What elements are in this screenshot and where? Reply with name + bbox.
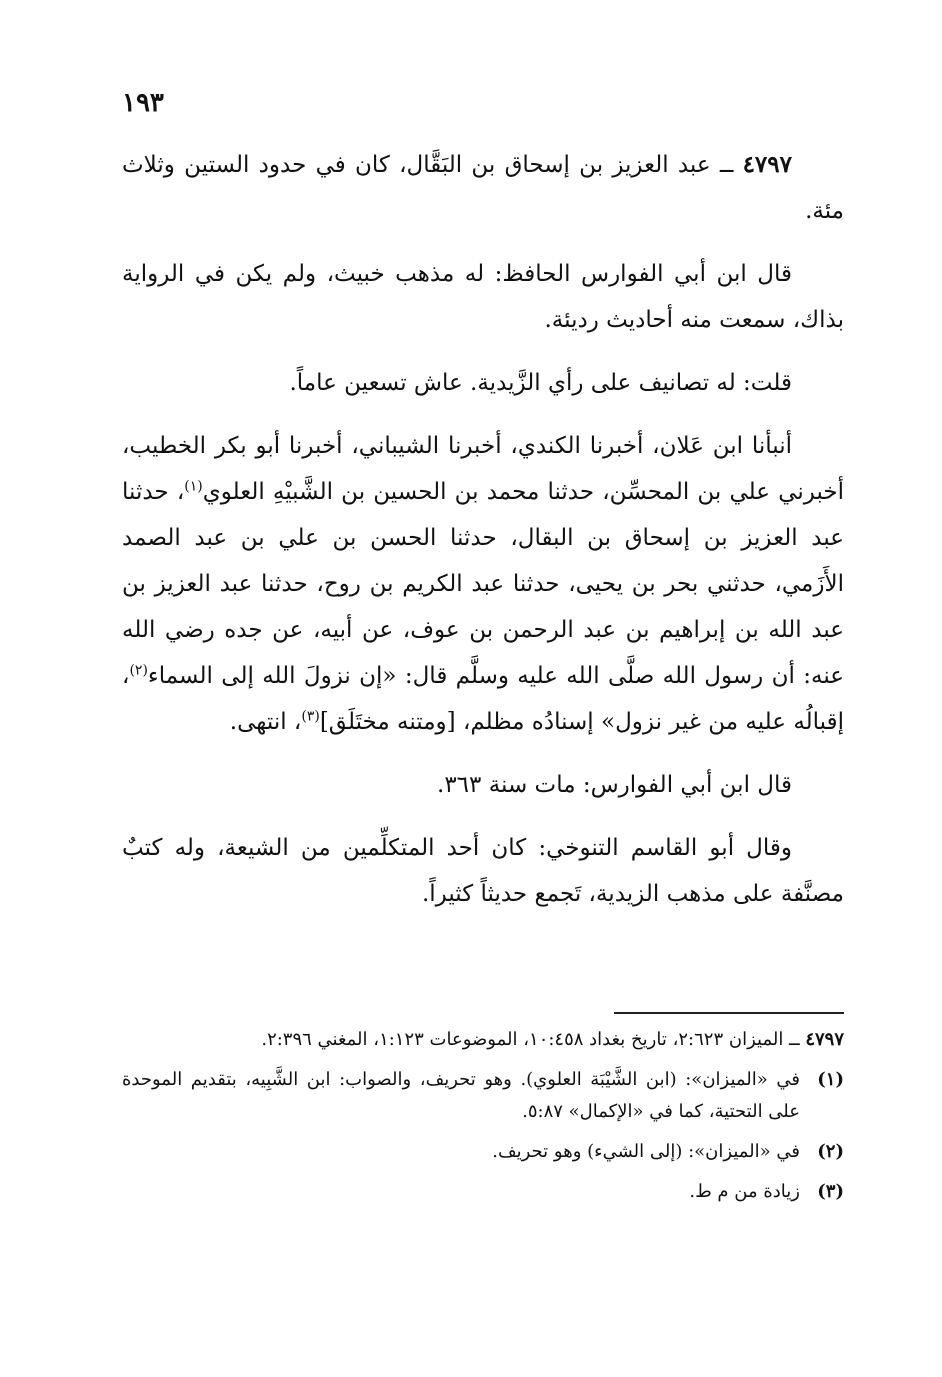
footnote-divider: [614, 1012, 844, 1014]
footnotes: [122, 1024, 844, 1216]
footnote-3-text: زيادة من م ط.: [689, 1181, 800, 1202]
entry-dash: ــ: [710, 152, 743, 178]
source-text: ــ الميزان ٢:٦٢٣، تاريخ بغداد ١٠:٤٥٨، الموضوعات ١:١٢٣، المغني ٢:٣٩٦.: [261, 1029, 806, 1050]
paragraph-3: [122, 423, 844, 745]
footnote-ref-1[interactable]: (١): [184, 478, 203, 495]
footnote-2-number: (٢): [817, 1141, 844, 1162]
paragraph-1: قال ابن أبي الفوارس الحافظ: له مذهب خبيث، ولم يكن في الرواية بذاك، سمعت منه أحاديث رديئة.: [122, 261, 844, 333]
footnote-1: [122, 1064, 844, 1128]
entry-title: عبد العزيز بن إسحاق بن البَقَّال، كان في حدود الستين وثلاث مئة.: [122, 152, 844, 224]
isnad-part-c: ، إقبالُه عليه من غير نزول» إسنادُه مظلم، [ومتنه مختَلَق]: [122, 663, 844, 735]
main-text: [122, 142, 844, 934]
isnad-part-b: ، حدثنا عبد العزيز بن إسحاق بن البقال، حدثنا الحسن بن علي بن عبد الصمد الأَزَمي، حدثني بحر بن يحيى، حدثنا عبد الكريم بن روح، حدثنا عبد العزيز بن عبد الله بن إبراهيم بن عبد الرحمن بن عوف، عن أبيه، عن جده رضي الله عنه: أن رسول الله صلَّى الله عليه وسلَّم قال: «إن نزولَ الله إلى السماء: [122, 479, 844, 689]
paragraph-4: قال ابن أبي الفوارس: مات سنة ٣٦٣.: [437, 772, 792, 798]
paragraph-2: قلت: له تصانيف على رأي الزَّيدية. عاش تسعين عاماً.: [289, 370, 792, 396]
footnote-ref-3[interactable]: (٣): [301, 708, 320, 725]
entry-heading: [122, 142, 844, 234]
source-entry-number: ٤٧٩٧: [805, 1029, 844, 1050]
page-number: ١٩٣: [122, 88, 164, 118]
footnote-2-text: في «الميزان»: (إلى الشيء) وهو تحريف.: [492, 1141, 800, 1162]
footnote-3: [122, 1176, 844, 1208]
footnote-3-number: (٣): [817, 1181, 844, 1202]
footnote-2: [122, 1136, 844, 1168]
paragraph-5: وقال أبو القاسم التنوخي: كان أحد المتكلِّمين من الشيعة، وله كتبٌ مصنَّفة على مذهب الزيدية، تَجمع حديثاً كثيراً.: [122, 835, 844, 907]
footnote-1-text: في «الميزان»: (ابن الشَّيْبَة العلوي). وهو تحريف، والصواب: ابن الشَّبِيه، بتقديم الموحدة على التحتية، كما في «الإكمال» ٥:٨٧.: [122, 1069, 800, 1122]
footnote-ref-2[interactable]: (٢): [129, 662, 148, 679]
isnad-part-a: أنبأنا ابن عَلان، أخبرنا الكندي، أخبرنا الشيباني، أخبرنا أبو بكر الخطيب، أخبرني علي بن المحسِّن، حدثنا محمد بن الحسين بن الشَّبيْهِ العلوي: [122, 433, 844, 505]
entry-number: ٤٧٩٧: [742, 151, 792, 178]
isnad-part-d: ، انتهى.: [229, 709, 302, 735]
source-reference: [122, 1024, 844, 1056]
footnote-1-number: (١): [817, 1069, 844, 1090]
